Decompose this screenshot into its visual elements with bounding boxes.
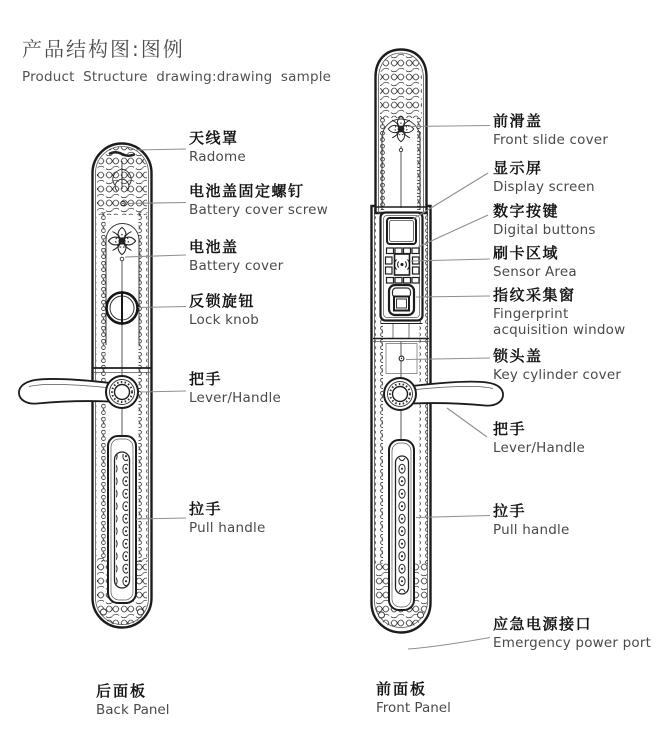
label-digital-buttons-zh: 数字按键 [493,202,560,220]
label-back-lever-handle-zh: 把手 [189,370,223,388]
label-digital-buttons-en: Digital buttons [493,222,596,238]
label-display-screen [493,159,595,195]
card-sensor-area [394,254,409,275]
label-front-pull-handle [493,502,569,538]
back-lever-handle [19,376,138,408]
label-digital-buttons [493,202,596,238]
label-front-slide-cover-zh: 前滑盖 [493,112,543,130]
front-slide-cover [376,50,427,214]
back-panel-caption-en: Back Panel [96,702,170,718]
label-battery-cover-screw-zh: 电池盖固定螺钉 [189,182,305,200]
back-panel-caption-zh: 后面板 [96,682,148,700]
label-back-pull-handle-zh: 拉手 [189,500,223,518]
chain-ornament [116,454,128,586]
label-front-slide-cover [493,112,608,148]
label-emergency-power-port [493,615,651,651]
label-key-cylinder-cover-zh: 锁头盖 [493,347,543,365]
label-fingerprint-window-en: Fingerprint acquisition window [493,306,626,338]
front-panel-caption [376,680,451,716]
front-panel-caption-zh: 前面板 [376,680,428,698]
label-battery-cover [189,238,283,274]
label-front-lever-handle-en: Lever/Handle [493,440,585,456]
back-panel-drawing [19,144,152,628]
label-lock-knob-en: Lock knob [189,312,260,328]
label-battery-cover-screw [189,182,328,218]
label-lock-knob-zh: 反锁旋钮 [189,292,256,310]
front-panel-drawing [372,50,504,633]
page-title: 产品结构图:图例 [22,37,185,61]
chain-ornament [397,458,407,592]
back-pull-handle [108,436,136,603]
lock-knob [107,291,138,325]
front-pull-handle [389,440,414,610]
label-emergency-power-port-en: Emergency power port [493,635,652,651]
label-display-screen-en: Display screen [493,179,595,195]
display-screen [387,218,416,244]
back-panel-caption [96,682,170,718]
label-front-pull-handle-zh: 拉手 [493,502,527,520]
front-panel-caption-en: Front Panel [376,700,451,716]
label-battery-cover-zh: 电池盖 [189,238,239,256]
label-back-pull-handle-en: Pull handle [189,520,266,536]
label-front-slide-cover-en: Front slide cover [493,132,609,148]
label-emergency-power-port-zh: 应急电源接口 [493,615,593,633]
fingerprint-window [389,285,414,315]
label-back-lever-handle-en: Lever/Handle [189,390,281,406]
label-sensor-area-en: Sensor Area [493,264,577,280]
label-back-pull-handle [189,500,265,536]
label-front-lever-handle [493,420,585,456]
label-battery-cover-en: Battery cover [189,258,284,274]
page-subtitle: Product Structure drawing:drawing sample [22,69,332,85]
label-radome [189,129,246,165]
label-battery-cover-screw-en: Battery cover screw [189,202,328,218]
label-sensor-area-zh: 刷卡区域 [493,244,560,262]
front-lever-handle [384,378,503,410]
label-key-cylinder-cover [493,347,621,383]
label-radome-zh: 天线罩 [189,129,239,147]
label-radome-en: Radome [189,149,246,165]
label-key-cylinder-cover-en: Key cylinder cover [493,367,622,383]
label-sensor-area [493,244,577,280]
label-front-lever-handle-zh: 把手 [493,420,527,438]
radome-dome [97,147,147,215]
label-lock-knob [189,292,259,328]
label-fingerprint-window [493,286,627,338]
page-title-block [22,33,331,85]
label-fingerprint-window-zh: 指纹采集窗 [493,286,576,304]
ornate-border-right [139,212,148,562]
label-front-pull-handle-en: Pull handle [493,522,570,538]
label-display-screen-zh: 显示屏 [493,159,543,177]
label-back-lever-handle [189,370,281,406]
